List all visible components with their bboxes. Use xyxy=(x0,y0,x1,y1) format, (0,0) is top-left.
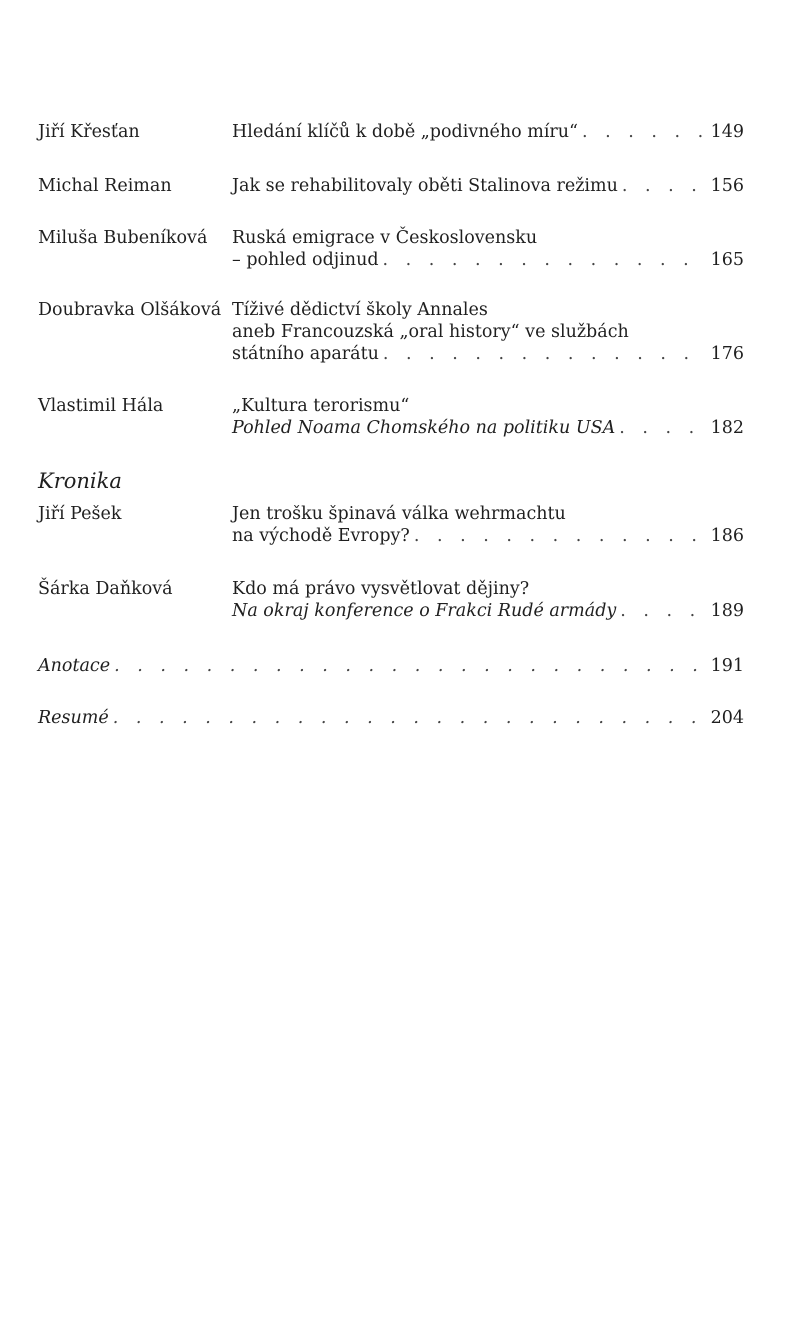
leader-dots xyxy=(616,600,704,622)
toc-title-line xyxy=(232,121,744,143)
toc-title: Anotace xyxy=(38,656,111,676)
toc-title-line xyxy=(232,249,744,271)
leader-dots xyxy=(615,417,704,439)
toc-entry-resume xyxy=(38,707,744,729)
toc-page-number: 182 xyxy=(710,418,744,438)
toc-title-line xyxy=(232,525,744,547)
leader-dots xyxy=(109,707,705,729)
leader-dots xyxy=(618,175,705,197)
toc-page-number: 165 xyxy=(710,250,744,270)
toc-title-line: Tíživé dědictví školy Annales xyxy=(232,300,488,320)
toc-title-line: Kdo má právo vysvětlovat dějiny? xyxy=(232,579,530,599)
toc-title-line: Jen trošku špinavá válka wehrmachtu xyxy=(232,504,566,524)
leader-dots xyxy=(379,343,705,365)
toc-author: Jiří Pešek xyxy=(38,504,122,524)
toc-title-block xyxy=(232,175,744,197)
toc-title-line xyxy=(38,707,744,729)
leader-dots xyxy=(410,525,705,547)
toc-page-number: 149 xyxy=(710,122,744,142)
toc-entry-anotace xyxy=(38,655,744,677)
toc-page-number: 191 xyxy=(710,656,744,676)
toc-title-line xyxy=(232,417,744,439)
toc-title-line: Ruská emigrace v Československu xyxy=(232,228,538,248)
toc-author: Jiří Křesťan xyxy=(38,122,140,142)
toc-title: – pohled odjinud xyxy=(232,250,379,270)
toc-title-block xyxy=(232,299,744,365)
leader-dots xyxy=(379,249,705,271)
toc-page-number: 176 xyxy=(710,344,744,364)
toc-page-number: 186 xyxy=(710,526,744,546)
toc-author: Šárka Daňková xyxy=(38,579,173,599)
toc-title-block xyxy=(232,121,744,143)
toc-title-line: aneb Francouzská „oral history“ ve službách xyxy=(232,322,629,342)
toc-subtitle: Na okraj konference o Frakci Rudé armády xyxy=(232,601,617,621)
toc-title-line xyxy=(232,600,744,622)
toc-page-number: 204 xyxy=(710,708,744,728)
toc-title-block xyxy=(232,395,744,439)
toc-title-line: „Kultura terorismu“ xyxy=(232,396,410,416)
section-heading: Kronika xyxy=(38,469,122,493)
toc-title: Jak se rehabilitovaly oběti Stalinova režimu xyxy=(232,176,618,196)
toc-author: Michal Reiman xyxy=(38,176,172,196)
toc-title: Resumé xyxy=(38,708,109,728)
toc-title: na východě Evropy? xyxy=(232,526,410,546)
leader-dots xyxy=(110,655,705,677)
toc-title: státního aparátu xyxy=(232,344,379,364)
toc-title: Hledání klíčů k době „podivného míru“ xyxy=(232,122,579,142)
toc-author: Miluša Bubeníková xyxy=(38,228,208,248)
toc-page-number: 156 xyxy=(710,176,744,196)
toc-subtitle: Pohled Noama Chomského na politiku USA xyxy=(232,418,616,438)
toc-author: Vlastimil Hála xyxy=(38,396,164,416)
toc-title-block xyxy=(232,503,744,547)
toc-title-block xyxy=(232,227,744,271)
toc-title-line xyxy=(38,655,744,677)
toc-title-line xyxy=(232,175,744,197)
toc-author: Doubravka Olšáková xyxy=(38,300,222,320)
leader-dots xyxy=(578,121,705,143)
toc-page-number: 189 xyxy=(710,601,744,621)
toc-title-block xyxy=(232,578,744,622)
toc-title-line xyxy=(232,343,744,365)
